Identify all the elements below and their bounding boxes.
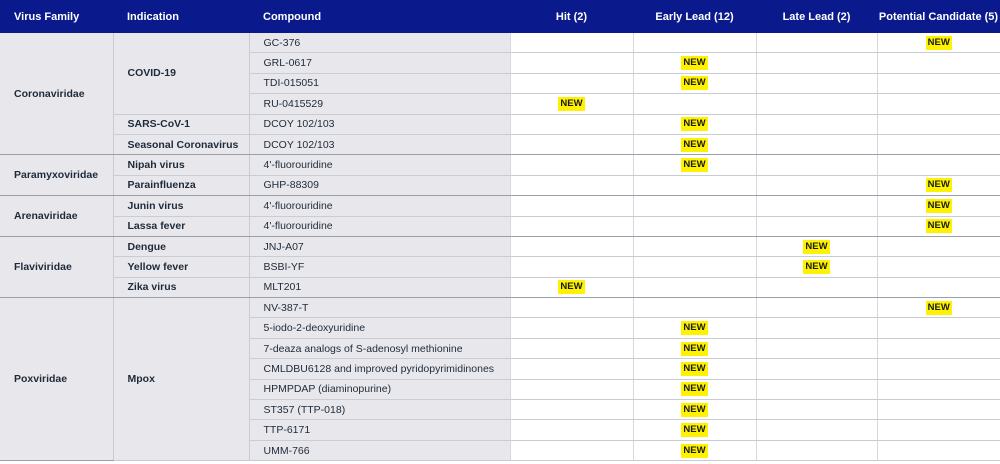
early-lead-cell — [633, 134, 756, 154]
family-cell: Arenaviridae — [0, 196, 113, 237]
family-cell: Flaviviridae — [0, 236, 113, 297]
early-lead-cell — [633, 359, 756, 379]
late-lead-cell — [756, 400, 877, 420]
indication-cell: Lassa fever — [113, 216, 249, 236]
compound-cell: NV-387-T — [249, 298, 510, 318]
new-badge: NEW — [683, 362, 706, 374]
candidate-cell — [877, 196, 1000, 216]
table-row — [0, 114, 1000, 134]
compound-cell: 4'-fluorouridine — [249, 196, 510, 216]
late-lead-cell — [756, 175, 877, 195]
table-row — [0, 196, 1000, 216]
compound-cell: GRL-0617 — [249, 53, 510, 73]
table-row — [0, 257, 1000, 277]
compound-cell: CMLDBU6128 and improved pyridopyrimidinones — [249, 359, 510, 379]
hit-cell — [510, 216, 633, 236]
new-badge: NEW — [805, 240, 828, 252]
hit-cell — [510, 379, 633, 399]
header-row — [0, 0, 1000, 33]
hit-cell — [510, 420, 633, 440]
new-badge: NEW — [683, 77, 706, 89]
candidate-cell — [877, 216, 1000, 236]
hit-cell — [510, 73, 633, 93]
late-lead-cell — [756, 196, 877, 216]
early-lead-cell — [633, 175, 756, 195]
compound-cell: DCOY 102/103 — [249, 114, 510, 134]
compound-cell: TDI-015051 — [249, 73, 510, 93]
family-cell: Poxviridae — [0, 298, 113, 461]
family-cell: Coronaviridae — [0, 33, 113, 155]
indication-cell: Zika virus — [113, 277, 249, 297]
hit-cell — [510, 359, 633, 379]
candidate-cell — [877, 53, 1000, 73]
early-lead-cell — [633, 216, 756, 236]
header-early-lead: Early Lead (12) — [633, 0, 756, 33]
candidate-cell — [877, 257, 1000, 277]
hit-cell — [510, 196, 633, 216]
candidate-cell — [877, 338, 1000, 358]
early-lead-cell — [633, 33, 756, 53]
early-lead-cell — [633, 440, 756, 460]
candidate-cell — [877, 420, 1000, 440]
header-late-lead: Late Lead (2) — [756, 0, 877, 33]
late-lead-cell — [756, 53, 877, 73]
hit-cell — [510, 236, 633, 256]
late-lead-cell — [756, 338, 877, 358]
new-badge: NEW — [927, 220, 950, 232]
hit-cell — [510, 175, 633, 195]
new-badge: NEW — [927, 179, 950, 191]
indication-cell: SARS-CoV-1 — [113, 114, 249, 134]
hit-cell — [510, 338, 633, 358]
late-lead-cell — [756, 440, 877, 460]
hit-cell — [510, 400, 633, 420]
new-badge: NEW — [560, 97, 583, 109]
late-lead-cell — [756, 33, 877, 53]
compound-cell: GC-376 — [249, 33, 510, 53]
indication-cell: COVID-19 — [113, 33, 249, 114]
indication-cell: Junin virus — [113, 196, 249, 216]
table-row — [0, 298, 1000, 318]
candidate-cell — [877, 277, 1000, 297]
early-lead-cell — [633, 53, 756, 73]
header-indication: Indication — [113, 0, 249, 33]
early-lead-cell — [633, 379, 756, 399]
late-lead-cell — [756, 134, 877, 154]
early-lead-cell — [633, 236, 756, 256]
late-lead-cell — [756, 298, 877, 318]
late-lead-cell — [756, 257, 877, 277]
candidate-cell — [877, 379, 1000, 399]
table-row — [0, 33, 1000, 53]
new-badge: NEW — [683, 342, 706, 354]
compound-cell: HPMPDAP (diaminopurine) — [249, 379, 510, 399]
family-cell: Paramyxoviridae — [0, 155, 113, 196]
indication-cell: Seasonal Coronavirus — [113, 134, 249, 154]
table-row — [0, 216, 1000, 236]
new-badge: NEW — [683, 57, 706, 69]
late-lead-cell — [756, 359, 877, 379]
late-lead-cell — [756, 155, 877, 175]
candidate-cell — [877, 33, 1000, 53]
hit-cell — [510, 298, 633, 318]
compound-cell: 5-iodo-2-deoxyuridine — [249, 318, 510, 338]
hit-cell — [510, 114, 633, 134]
late-lead-cell — [756, 216, 877, 236]
candidate-cell — [877, 114, 1000, 134]
new-badge: NEW — [683, 383, 706, 395]
compound-cell: GHP-88309 — [249, 175, 510, 195]
early-lead-cell — [633, 338, 756, 358]
table-row — [0, 134, 1000, 154]
table-row — [0, 175, 1000, 195]
header-virus-family: Virus Family — [0, 0, 113, 33]
new-badge: NEW — [683, 444, 706, 456]
hit-cell — [510, 155, 633, 175]
candidate-cell — [877, 359, 1000, 379]
new-badge: NEW — [683, 322, 706, 334]
hit-cell — [510, 33, 633, 53]
compound-cell: UMM-766 — [249, 440, 510, 460]
table-row — [0, 277, 1000, 297]
early-lead-cell — [633, 257, 756, 277]
late-lead-cell — [756, 73, 877, 93]
late-lead-cell — [756, 94, 877, 114]
new-badge: NEW — [683, 403, 706, 415]
compound-cell: RU-0415529 — [249, 94, 510, 114]
candidate-cell — [877, 73, 1000, 93]
early-lead-cell — [633, 318, 756, 338]
header-hit: Hit (2) — [510, 0, 633, 33]
early-lead-cell — [633, 155, 756, 175]
hit-cell — [510, 53, 633, 73]
candidate-cell — [877, 298, 1000, 318]
header-compound: Compound — [249, 0, 510, 33]
table-row — [0, 155, 1000, 175]
compound-cell: MLT201 — [249, 277, 510, 297]
indication-cell: Parainfluenza — [113, 175, 249, 195]
early-lead-cell — [633, 196, 756, 216]
new-badge: NEW — [927, 36, 950, 48]
hit-cell — [510, 94, 633, 114]
candidate-cell — [877, 236, 1000, 256]
new-badge: NEW — [683, 138, 706, 150]
early-lead-cell — [633, 73, 756, 93]
indication-cell: Yellow fever — [113, 257, 249, 277]
candidate-cell — [877, 400, 1000, 420]
early-lead-cell — [633, 277, 756, 297]
compound-cell: 4'-fluorouridine — [249, 216, 510, 236]
early-lead-cell — [633, 298, 756, 318]
new-badge: NEW — [683, 118, 706, 130]
hit-cell — [510, 257, 633, 277]
new-badge: NEW — [805, 260, 828, 272]
early-lead-cell — [633, 420, 756, 440]
compound-cell: BSBI-YF — [249, 257, 510, 277]
candidate-cell — [877, 94, 1000, 114]
candidate-cell — [877, 175, 1000, 195]
compound-cell: JNJ-A07 — [249, 236, 510, 256]
compound-cell: ST357 (TTP-018) — [249, 400, 510, 420]
late-lead-cell — [756, 420, 877, 440]
late-lead-cell — [756, 379, 877, 399]
hit-cell — [510, 440, 633, 460]
indication-cell: Nipah virus — [113, 155, 249, 175]
late-lead-cell — [756, 318, 877, 338]
late-lead-cell — [756, 236, 877, 256]
compound-cell: DCOY 102/103 — [249, 134, 510, 154]
new-badge: NEW — [927, 301, 950, 313]
header-potential-candidate: Potential Candidate (5) — [877, 0, 1000, 33]
compound-cell: TTP-6171 — [249, 420, 510, 440]
candidate-cell — [877, 134, 1000, 154]
hit-cell — [510, 318, 633, 338]
new-badge: NEW — [927, 199, 950, 211]
indication-cell: Dengue — [113, 236, 249, 256]
compound-cell: 4'-fluorouridine — [249, 155, 510, 175]
candidate-cell — [877, 440, 1000, 460]
hit-cell — [510, 277, 633, 297]
compound-cell: 7-deaza analogs of S-adenosyl methionine — [249, 338, 510, 358]
early-lead-cell — [633, 114, 756, 134]
table-row — [0, 236, 1000, 256]
new-badge: NEW — [560, 281, 583, 293]
candidate-cell — [877, 318, 1000, 338]
late-lead-cell — [756, 277, 877, 297]
indication-cell: Mpox — [113, 298, 249, 461]
early-lead-cell — [633, 400, 756, 420]
new-badge: NEW — [683, 159, 706, 171]
late-lead-cell — [756, 114, 877, 134]
early-lead-cell — [633, 94, 756, 114]
hit-cell — [510, 134, 633, 154]
candidate-cell — [877, 155, 1000, 175]
new-badge: NEW — [683, 424, 706, 436]
